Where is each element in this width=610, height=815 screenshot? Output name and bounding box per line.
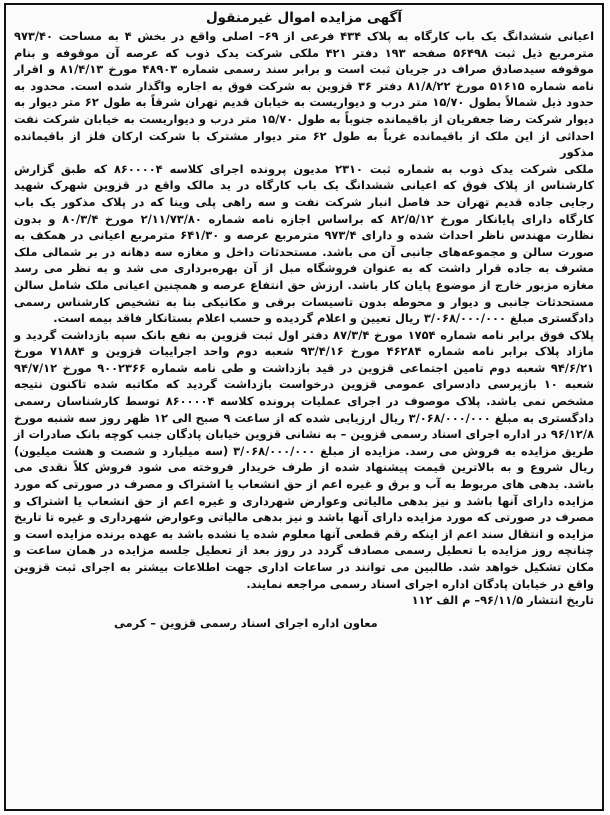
- notice-box: [4, 3, 604, 811]
- notice-paragraph-owner: ملکی شرکت یدک ذوب به شماره ثبت ۲۳۱۰ مدیون پرونده اجرای کلاسه ۸۶۰۰۰۰۴ که طبق گزارش کارشناس از پلاک فوق که اعیانی ششدانگ یک باب کارگاه در ید مالک واقع در قزوین شهرک شهید رجایی جاده قدیم تهران حد فاصل انبار شرکت نفت و سه راهی پلی وینا که در پلاک مذکور یک باب کارگاه دارای پایانکار مورخ ۸۲/۵/۱۲ که براساس اجازه نامه شماره ۲/۱۱/۷۳/۸۰ مورخ ۸۰/۳/۴ و بدون نظارت مهندس ناظر احداث شده و دارای ۹۷۳/۴ مترمربع عرصه و ۶۴۱/۳۰ مترمربع اعیانی در همکف به صورت سالن و مجموعه‌های جانبی آن می باشد. مستحدثات داخل و مغازه سه دهانه در بر شمالی ملک مشرف به جاده قرار داشت که به عنوان فروشگاه مبل از آن بهره‌برداری می شد و به نظر می رسد مغازه مزبور خارج از موضوع پایان کار باشد. ارزش حق انتفاع عرصه و همچنین اعیانی ملک شامل سالن مستحدثات جانبی و دیوار و محوطه بدون تاسیسات برقی و مکانیکی بنا به تشخیص کارشناس رسمی دادگستری مبلغ ۳/۰۶۸/۰۰۰/۰۰۰ ریال تعیین و اعلام گردیده و حسب اعلام بستانکار فاقد بیمه است.: [14, 161, 594, 326]
- notice-title: آگهی مزایده اموال غیرمنقول: [205, 10, 403, 26]
- notice-paragraph-auction: پلاک فوق برابر نامه شماره ۱۷۵۴ مورخ ۸۷/۳/۴ دفتر اول ثبت قزوین به نفع بانک سپه بازداشت گردید و مازاد پلاک برابر نامه شماره ۴۶۲۸۴ مورخ ۹۳/۴/۱۶ شعبه دوم واحد اجراییات قزوین و ۷۱۸۸۴ مورخ ۹۴/۶/۲۱ شعبه دوم تامین اجتماعی قزوین در قید بازداشت و طی نامه شماره ۹۰۰۲۳۶۶ مورخ ۹۴/۷/۱۲ شعبه ۱۰ بازپرسی دادسرای عمومی قزوین درخواست بازداشت گردید که مکاتبه شده تاکنون نتیجه مشخص نمی باشد. پلاک موصوف در اجرای عملیات پرونده کلاسه ۸۶۰۰۰۰۴ توسط کارشناسان رسمی دادگستری به مبلغ ۳/۰۶۸/۰۰۰/۰۰۰ ریال ارزیابی شده که از ساعت ۹ صبح الی ۱۲ ظهر روز سه شنبه مورخ ۹۶/۱۲/۸ در اداره اجرای اسناد رسمی قزوین – به نشانی قزوین خیابان پادگان جنب کوچه بانک صادرات از طریق مزایده به فروش می رسد. مزایده از مبلغ ۳/۰۶۸/۰۰۰/۰۰۰ (سه میلیارد و شصت و هشت میلیون) ریال شروع و به بالاترین قیمت پیشنهاد شده از طرف خریدار فروخته می شود فروش کلاً نقدی می باشد. بدهی های مربوط به آب و برق و غیره اعم از حق انشعاب یا اشتراک و مصرف در صورتی که مورد مزایده دارای آنها باشد و نیز بدهی مالیاتی وعوارض شهرداری و غیره اعم از حق انشعاب یا اشتراک و مصرف در صورتی که مورد مزایده دارای آنها باشد و نیز بدهی مالیاتی وعوارض شهرداری و غیره تا تاریخ مزایده و انتقال سند اعم از اینکه رقم قطعی آنها معلوم شده یا نشده باشد به عهده برنده مزایده است و چنانچه روز مزایده با تعطیل رسمی مصادف گردد در روز بعد از تعطیل جلسه مزایده در همان ساعت و مکان تشکیل خواهد شد. طالبین می توانند در ساعات اداری جهت اطلاعات بیشتر به اجرای ثبت قزوین واقع در خیابان پادگان اداره اجرای اسناد رسمی مراجعه نمایند.: [14, 327, 594, 591]
- notice-paragraph-property: اعیانی ششدانگ یک باب کارگاه به پلاک ۴۳۴ فرعی از ۶۹– اصلی واقع در بخش ۴ به مساحت ۹۷۳/۴۰ مترمربع ذیل ثبت ۵۶۴۹۸ صفحه ۱۹۳ دفتر ۴۲۱ ملکی شرکت یدک ذوب که عرصه آن موقوفه و بنام موقوفه سیدصادق صراف در جریان ثبت است و برابر سند رسمی شماره ۴۸۹۰۳ مورخ ۸۱/۴/۱۳ و اقرار نامه شماره ۵۱۶۱۵ مورخ ۸۱/۸/۲۲ دفتر ۳۶ قزوین به شرکت فوق به اجاره واگذار شده است. محدود به حدود ذیل شمالاً بطول ۱۵/۷۰ متر درب و دیواریست به خیابان قدیم تهران شرقاً به طول ۶۲ متر دیوار به دیوار شرکت رضا جعفریان از باقیمانده جنوباً به طول ۱۵/۷۰ متر درب و دیواریست به خیابان شرکت نفت احداثی از این ملک از باقیمانده غرباً به طول ۶۲ متر دیوار مشترک با شرکت ارکان فلز از باقیمانده مذکور: [14, 29, 594, 160]
- publication-date: تاریخ انتشار ۹۶/۱۱/۵– م الف ۱۱۲: [411, 593, 594, 608]
- signature: معاون اداره اجرای اسناد رسمی قزوین – کرمی: [114, 615, 378, 630]
- notice-body: [14, 28, 594, 592]
